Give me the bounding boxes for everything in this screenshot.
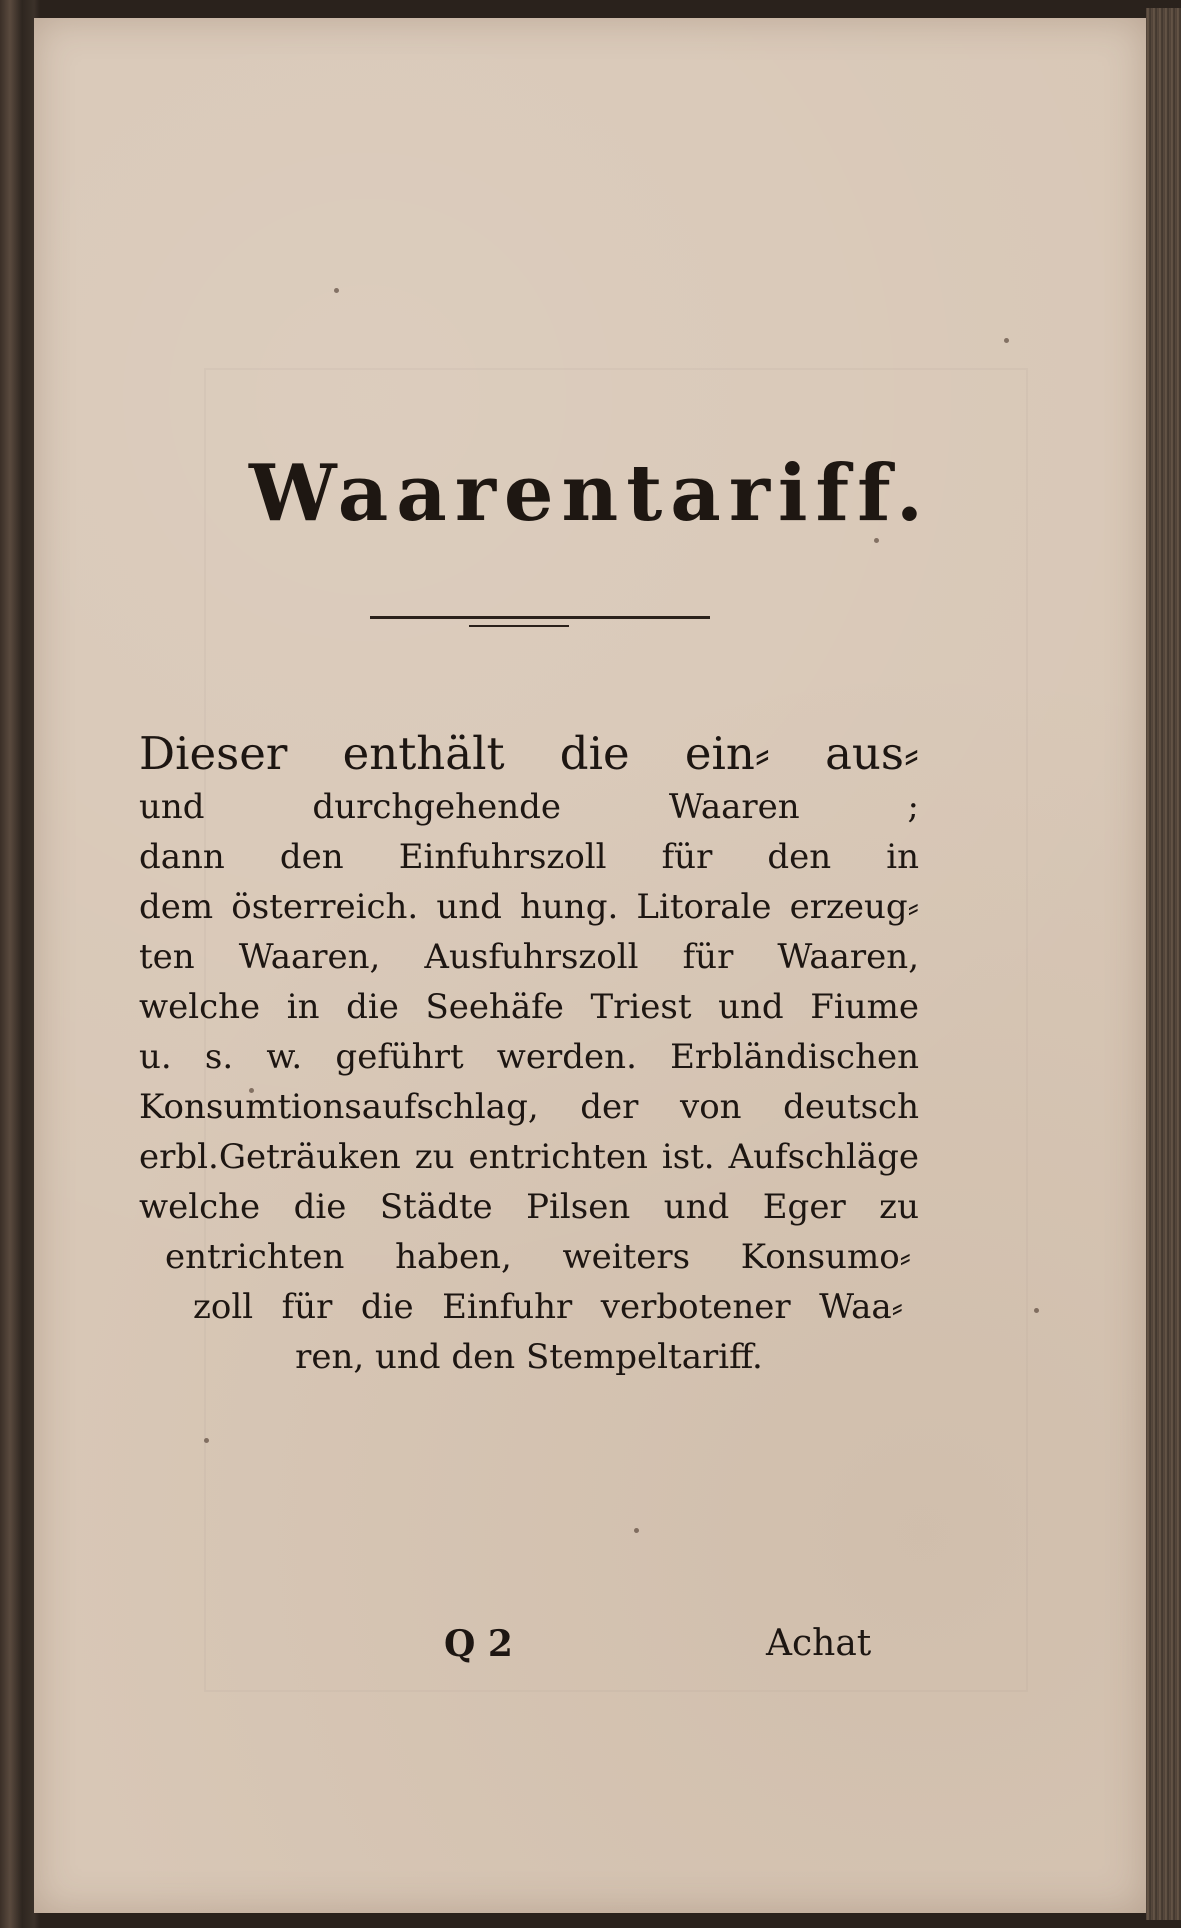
title-rule-short <box>469 625 569 627</box>
page-title: Waarentariff. <box>248 448 932 539</box>
title-rule <box>370 616 710 619</box>
text-line: welche die Städte Pilsen und Eger zu <box>139 1187 919 1227</box>
signature-mark: Q 2 <box>444 1623 513 1665</box>
text-line: ren, und den Stempeltariff. <box>295 1337 763 1377</box>
body-text <box>139 726 919 1382</box>
paper-speck <box>1004 338 1009 343</box>
page-edges <box>1146 8 1181 1920</box>
text-line: ten Waaren, Ausfuhrszoll für Waaren, <box>139 937 919 977</box>
text-line: Dieser enthält die ein⸗ aus⸗ <box>139 727 919 780</box>
text-line: dann den Einfuhrszoll für den in <box>139 837 919 877</box>
paper-speck <box>204 1438 209 1443</box>
text-line: Konsumtionsaufschlag, der von deutsch <box>139 1087 919 1127</box>
book-page <box>34 18 1146 1913</box>
paper-speck <box>334 288 339 293</box>
text-line: erbl.Geträuken zu entrichten ist. Aufschläge <box>139 1137 919 1177</box>
catchword: Achat <box>766 1623 872 1664</box>
text-line: welche in die Seehäfe Triest und Fiume <box>139 987 919 1027</box>
text-line: dem österreich. und hung. Litorale erzeug⸗ <box>139 887 919 927</box>
text-line: entrichten haben, weiters Konsumo⸗ <box>165 1237 911 1277</box>
text-line: und durchgehende Waaren ; <box>139 787 919 827</box>
paper-speck <box>634 1528 639 1533</box>
text-line: zoll für die Einfuhr verbotener Waa⸗ <box>193 1287 903 1327</box>
text-line: u. s. w. geführt werden. Erbländischen <box>139 1037 919 1077</box>
paper-speck <box>1034 1308 1039 1313</box>
